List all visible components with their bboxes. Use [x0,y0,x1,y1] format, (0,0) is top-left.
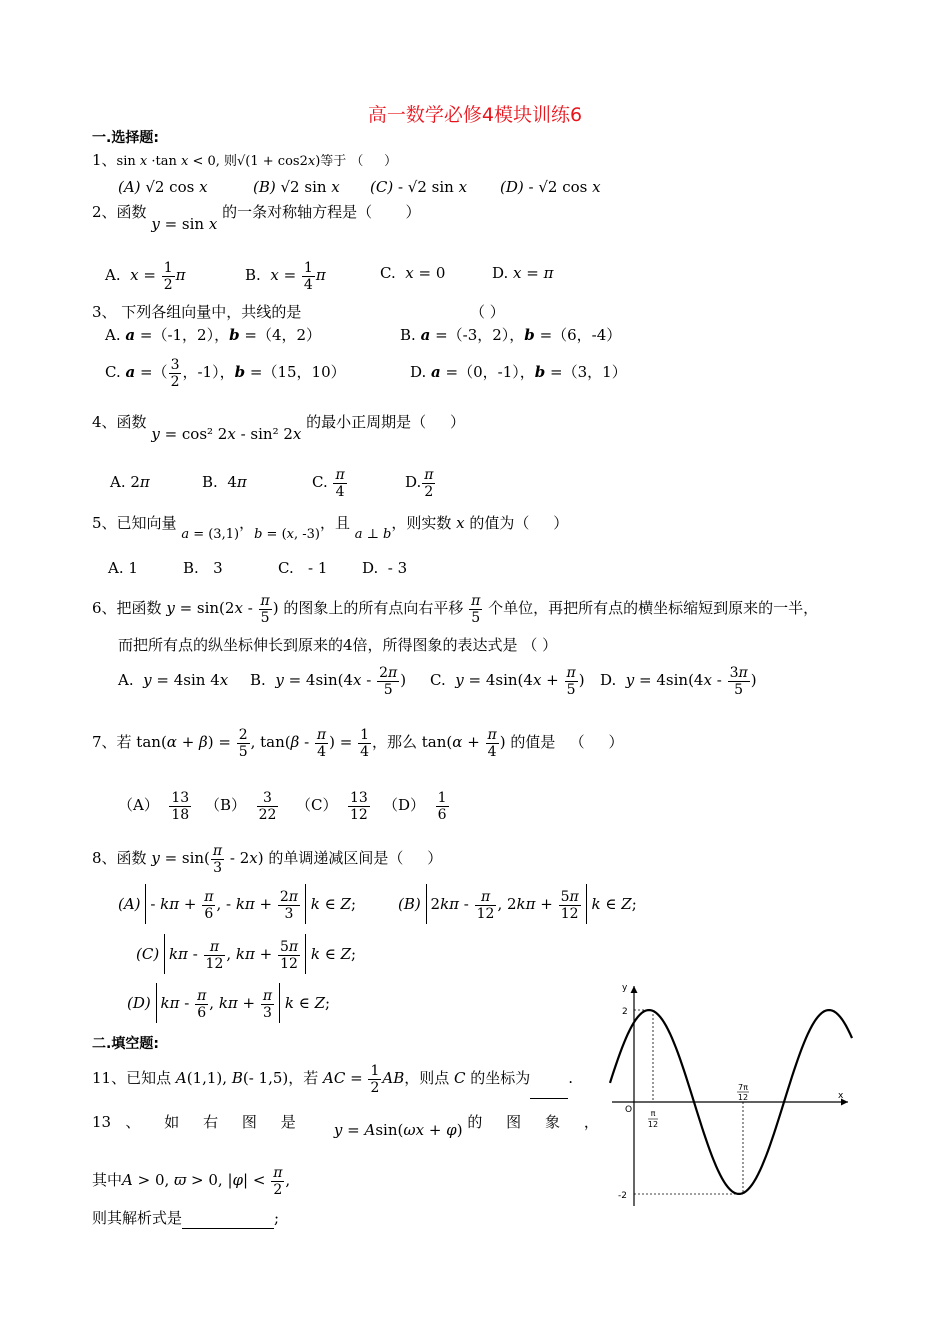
q13-line3: 则其解析式是 ; [92,1209,280,1227]
y-max-label: 2 [622,1007,628,1017]
q7-stem: 7、若 tan(α + β) = $\frac{2}{5}$ , tan(β - $\frac{\pi}{4}$ ) = $\frac{1}{4}$ ，那么 tan(α + $\frac{\pi}{4}$ ) 的值是 （ ） [92,726,624,760]
q7-option-c: （C） $\frac{13}{12}$ [296,789,368,823]
q1-option-a: (A) √2 cos x [118,178,208,196]
q5-option-c: C. - 1 [278,559,328,577]
q3-paren: （ ） [470,303,505,321]
origin-label: O [625,1105,633,1115]
q3-option-d: D. a =（0，-1），b =（3，1） [410,363,627,381]
q4-option-c: C. $\frac{\pi}{4}$ [312,466,345,500]
y-min-label: -2 [618,1191,627,1201]
q11-stem: 11、已知点 A(1,1), B(- 1,5)，若 AC = $\frac{1}{2}$ AB，则点 C 的坐标为 . [92,1058,573,1099]
q8-option-a: (A) - kπ + $\frac{\pi}{6}$ , - kπ + $\frac{2\pi}{3}$ k ∈ Z; [118,884,356,924]
section-choice-heading: 一.选择题: [92,130,159,146]
q1-option-b: (B) √2 sin x [253,178,340,196]
section-fill-heading: 二.填空题: [92,1036,159,1052]
q8-option-b: (B) 2kπ - $\frac{\pi}{12}$ , 2kπ + $\frac{5\pi}{12}$ k ∈ Z; [398,884,637,924]
q6-line2: 而把所有点的纵坐标伸长到原来的4倍，所得图象的表达式是 （ ） [118,636,558,654]
svg-text:π: π [650,1109,656,1118]
q5-option-b: B. 3 [183,559,223,577]
q1-option-d: (D) - √2 cos x [500,178,601,196]
sine-graph [600,978,860,1218]
q7-option-b: （B） $\frac{3}{22}$ [205,789,277,823]
svg-text:12: 12 [737,1093,749,1102]
q5-option-a: A. 1 [108,559,138,577]
x-axis-label: x [838,1091,844,1101]
q7-option-a: （A） $\frac{13}{18}$ [118,789,190,823]
q2-stem: 2、函数 y = sin x 的一条对称轴方程是（ ） [92,203,421,233]
svg-text:12: 12 [647,1120,659,1129]
q1-option-c: (C) - √2 sin x [370,178,468,196]
q3-option-a: A. a =（-1，2），b =（4，2） [105,326,322,344]
q8-option-d: (D) kπ - $\frac{\pi}{6}$ , kπ + $\frac{\pi}{3}$ k ∈ Z; [127,983,330,1023]
q2-option-a: A. x = $\frac{1}{2}$ π [105,259,186,293]
svg-text:7π: 7π [738,1083,748,1092]
page-title: 高一数学必修4模块训练6 [367,104,583,126]
q13-line1: 13 、 如 右 图 是 y = Asin(ωx + φ) 的 图 象 ， [92,1113,599,1139]
q7-option-d: （D） $\frac{1}{6}$ [383,789,447,823]
x-tick-pi-12 [648,1109,658,1129]
x-tick-7pi-12 [737,1083,749,1102]
q3-option-b: B. a =（-3，2），b =（6，-4） [400,326,622,344]
q6-line1: 6、把函数 y = sin(2x - $\frac{\pi}{5}$ ) 的图象上的所有点向右平移 $\frac{\pi}{5}$ 个单位，再把所有点的横坐标缩短到原来的一半， [92,592,819,626]
q3-stem: 3、 下列各组向量中，共线的是 [92,303,302,321]
q8-option-c: (C) kπ - $\frac{\pi}{12}$ , kπ + $\frac{5\pi}{12}$ k ∈ Z; [136,934,356,974]
q2-option-b: B. x = $\frac{1}{4}$ π [245,259,326,293]
q8-stem: 8、函数 y = sin( $\frac{\pi}{3}$ - 2x) 的单调递减区间是（ ） [92,842,443,876]
q2-option-d: D. x = π [492,264,554,282]
q5-option-d: D. - 3 [362,559,408,577]
q5-stem: 5、已知向量 a = (3,1)，b = (x, -3)，且 a ⊥ b，则实数 x 的值为（ ） [92,514,569,542]
q4-stem: 4、函数 y = cos² 2x - sin² 2x 的最小正周期是（ ） [92,413,465,443]
q1-stem: 1、sin x ·tan x < 0, 则√(1 + cos2x)等于 （ ） [92,151,398,169]
q6-option-b: B. y = 4sin(4x - $\frac{2\pi}{5}$ ) [250,664,407,698]
q6-option-a: A. y = 4sin 4x [118,671,229,689]
q6-option-d: D. y = 4sin(4x - $\frac{3\pi}{5}$ ) [600,664,757,698]
q2-option-c: C. x = 0 [380,264,446,282]
q4-option-d: D. $\frac{\pi}{2}$ [405,466,434,500]
q4-option-a: A. 2π [110,473,150,491]
y-axis-label: y [622,983,628,993]
q13-line2: 其中A > 0, ϖ > 0, |φ| < $\frac{\pi}{2}$ , [92,1164,291,1198]
q3-option-c: C. a =（ $\frac{3}{2}$ ，-1），b =（15，10） [105,356,346,390]
q4-option-b: B. 4π [202,473,247,491]
q6-option-c: C. y = 4sin(4x + $\frac{\pi}{5}$ ) [430,664,585,698]
